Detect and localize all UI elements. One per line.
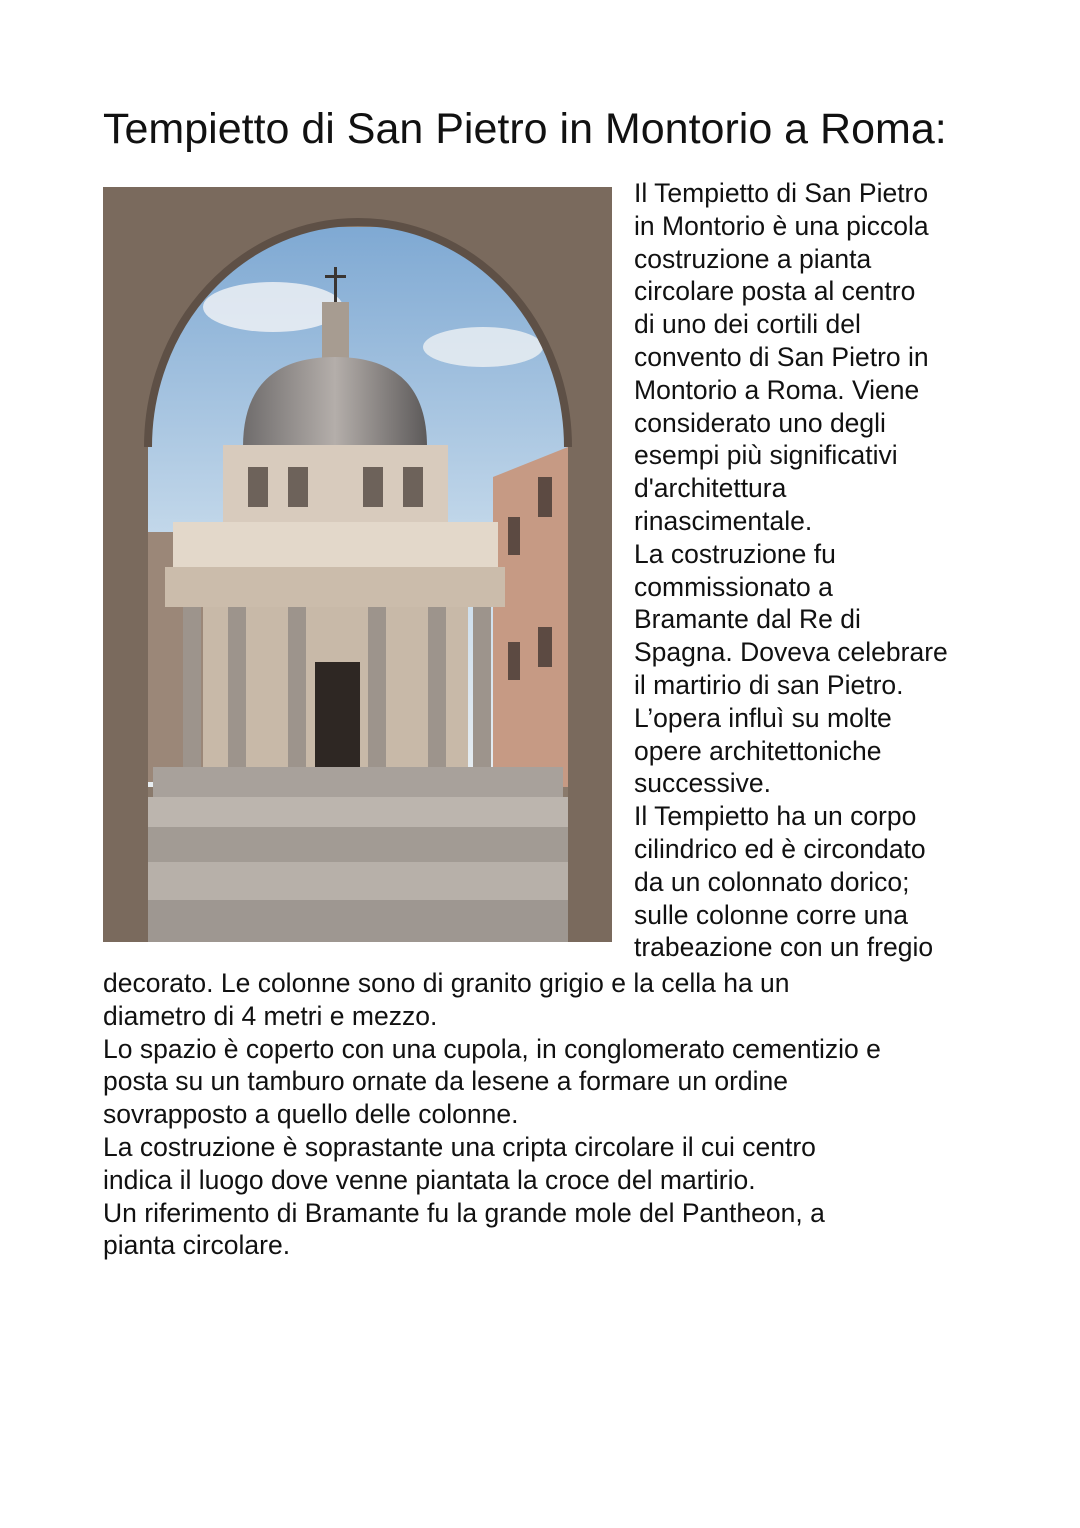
text-line: cilindrico ed è circondato [634,833,926,864]
text-line: diametro di 4 metri e mezzo. [103,1000,438,1031]
text-line: Un riferimento di Bramante fu la grande mole del Pantheon, a [103,1197,825,1228]
text-line: decorato. Le colonne sono di granito grigio e la cella ha un [103,968,790,998]
text-line: il martirio di san Pietro. [634,669,904,700]
text-line: opere architettoniche [634,735,882,766]
text-line: commissionato a [634,571,833,602]
text-line: La costruzione fu [634,538,836,569]
bottom-text [103,967,881,1262]
text-line: trabeazione con un fregio [634,932,934,963]
text-line: esempi più significativi [634,440,898,471]
text-line: Montorio a Roma. Viene [634,374,920,405]
text-line: in Montorio è una piccola [634,210,929,241]
text-line: da un colonnato dorico; [634,866,910,897]
text-line: Bramante dal Re di [634,604,861,635]
page-title: Tempietto di San Pietro in Montorio a Roma: [103,105,947,153]
text-line: Lo spazio è coperto con una cupola, in conglomerato cementizio e [103,1033,881,1064]
right-column-text [634,177,948,964]
text-line: L’opera influì su molte [634,702,892,733]
text-line: considerato uno degli [634,407,886,438]
text-line: costruzione a pianta [634,243,872,274]
text-line: circolare posta al centro [634,276,916,307]
text-line: di uno dei cortili del [634,309,861,340]
tempietto-photo [103,187,612,942]
text-line: La costruzione è soprastante una cripta circolare il cui centro [103,1131,816,1162]
text-line: Spagna. Doveva celebrare [634,637,948,668]
text-line: rinascimentale. [634,505,813,536]
text-line: sulle colonne corre una [634,899,909,930]
text-line: convento di San Pietro in [634,341,929,372]
text-line: Il Tempietto ha un corpo [634,801,917,832]
text-line: d'architettura [634,473,787,504]
text-line: Il Tempietto di San Pietro [634,178,929,208]
text-line: sovrapposto a quello delle colonne. [103,1099,519,1130]
text-line: posta su un tamburo ornate da lesene a formare un ordine [103,1066,789,1097]
text-line: successive. [634,768,771,799]
text-line: pianta circolare. [103,1230,291,1261]
text-line: indica il luogo dove venne piantata la croce del martirio. [103,1164,756,1195]
